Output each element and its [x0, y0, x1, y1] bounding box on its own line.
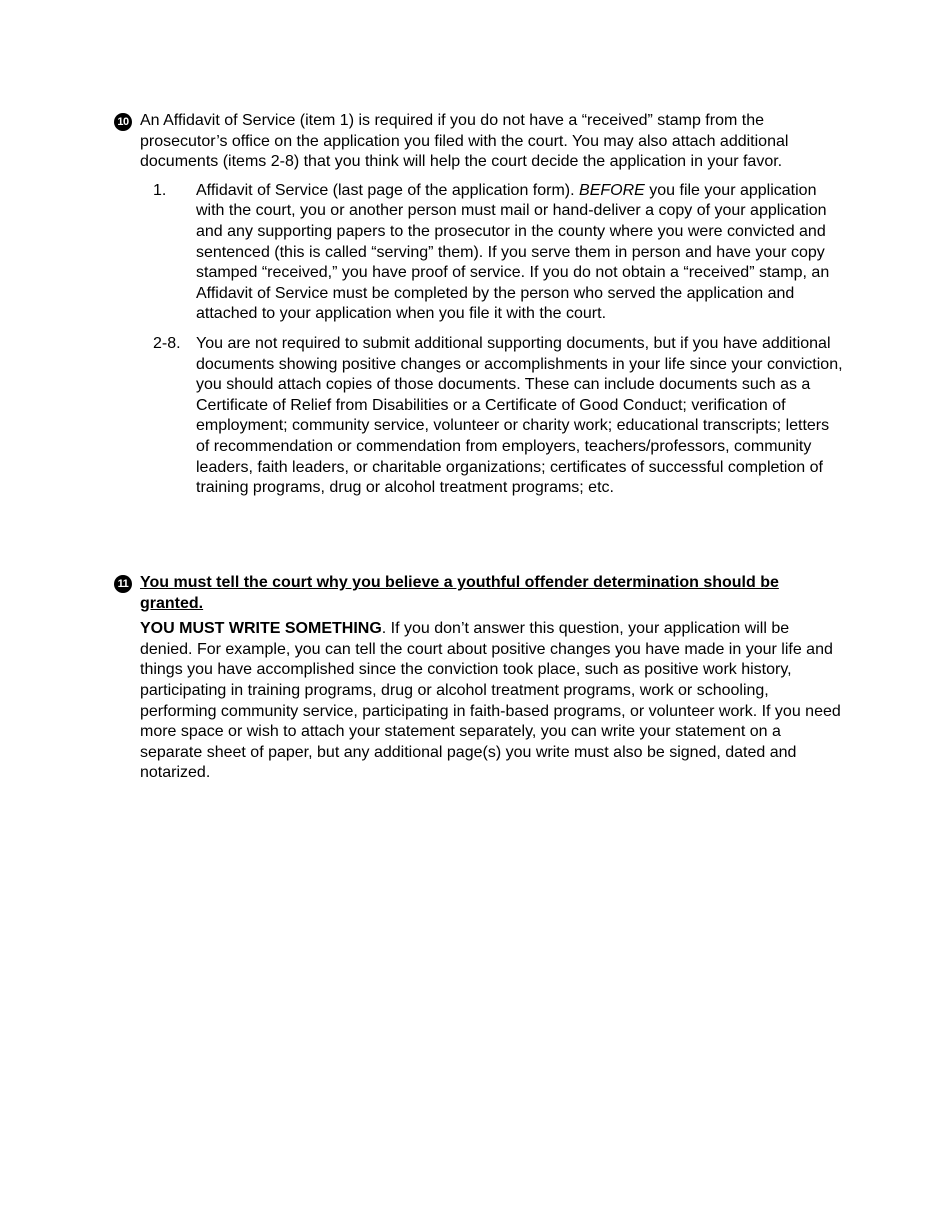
affidavit-rest-text: you file your application with the court, you or another person must mail or hand-deliver a copy of your application and any supporting papers to the prosecutor in the county where you were convicted and sentenced (this is called “serving” them). If you serve them in person and have your copy stamped “received,” you have proof of service. If you do not obtain a “received” stamp, an Affidavit of Service must be completed by the person who served the application and attached to your application when you file it with the court. — [196, 181, 830, 323]
must-write-lead: YOU MUST WRITE SOMETHING — [140, 620, 382, 638]
list-item-number: 2-8. — [153, 334, 181, 352]
affidavit-lead-text: Affidavit of Service (last page of the application form). — [196, 181, 580, 199]
section-11-body — [140, 619, 844, 784]
list-item-number: 1. — [153, 181, 167, 199]
attachment-list — [153, 181, 844, 499]
section-11-body-text: . If you don’t answer this question, your application will be denied. For example, you can tell the court about positive changes you have made in your life and things you have accomplished since the conviction took place, such as positive work history, participating in training programs, drug or alcohol treatment programs, work or schooling, performing community service, participating in faith-based programs, or volunteer work. If you need more space or wish to attach your statement separately, you can write your statement on a separate sheet of paper, but any additional page(s) you write must also be signed, dated and notarized. — [140, 620, 841, 782]
section-10-intro: An Affidavit of Service (item 1) is required if you do not have a “received” stamp from the prosecutor’s office on the application you filed with the court. You may also attach additional documents (items 2-8) that you think will help the court decide the application in your favor. — [140, 112, 789, 171]
list-item-supporting-documents — [153, 334, 844, 499]
supporting-documents-text: You are not required to submit additional supporting documents, but if you have additional documents showing positive changes or accomplishments in your life since your conviction, you should attach copies of those documents. These can include documents such as a Certificate of Relief from Disabilities or a Certificate of Good Conduct; verification of employment; community service, volunteer or charity work; educational transcripts; letters of recommendation or commendation from employers, teachers/professors, community leaders, faith leaders, or charitable organizations; certificates of successful completion of training programs, drug or alcohol treatment programs; etc. — [196, 334, 843, 497]
list-item-affidavit — [153, 181, 844, 325]
section-11 — [114, 573, 844, 784]
before-emphasis: BEFORE — [579, 181, 645, 199]
section-10 — [114, 111, 844, 508]
section-number-10-badge: 10 — [114, 113, 132, 131]
section-number-11-badge: 11 — [114, 575, 132, 593]
section-11-heading: You must tell the court why you believe a youthful offender determination should be granted. — [140, 574, 779, 612]
